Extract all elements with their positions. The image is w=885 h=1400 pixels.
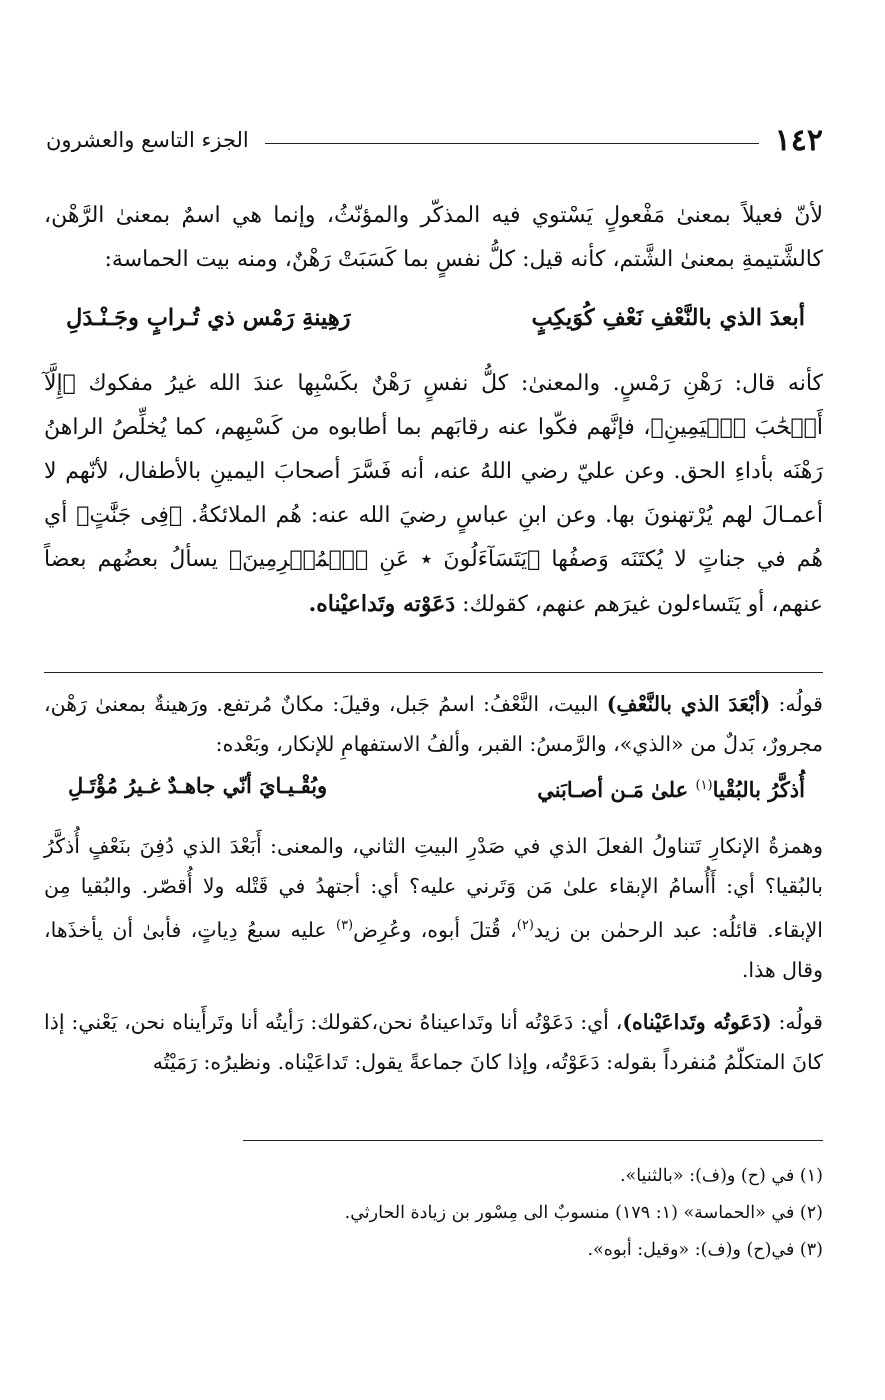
part-title: الجزء التاسع والعشرون bbox=[46, 128, 249, 152]
commentary-p3-lemma: (دَعَوتُه وتَداعَيْناه) bbox=[622, 1009, 772, 1034]
main-paragraph-1: لأنّ فعيلاً بمعنىٰ مَفْعولٍ يَسْتوي فيه المذكّر والمؤنّثُ، وإنما هي اسمٌ بمعنىٰ الرَّهْن، كالشَّتيمةِ بمعنىٰ الشَّتم، كأنه قيل: كلُّ نفسٍ بما كَسَبَتْ رَهْنٌ، ومنه بيت الحماسة: bbox=[44, 203, 823, 272]
commentary-verse bbox=[44, 766, 823, 810]
footnotes bbox=[44, 1158, 823, 1269]
commentary-p1-intro: قولُه: bbox=[770, 692, 823, 716]
footnote-ref-1: (١) bbox=[695, 778, 713, 793]
main-paragraph-2 bbox=[44, 362, 823, 627]
commentary-paragraph-2 bbox=[44, 826, 823, 990]
running-header bbox=[46, 118, 823, 162]
main-paragraph-2-text: كأنه قال: رَهْنِ رَمْسٍ. والمعنىٰ: كلُّ نفسٍ رَهْنٌ بكَسْبِها عندَ الله غيرُ مفكوك ﴿إِلَّآ أَصۡحَٰبَ ٱلۡيَمِينِ﴾، فإنَّهم فكّوا عنه رقابَهم بما أطابوه من كَسْبِهم، كما يُخلِّصُ الراهنُ رَهْنَه بأداءِ الحق. وعن عليّ رضي اللهُ عنه، أنه فَسَّرَ أصحابَ اليمينِ بالأطفال، لأنّهم لا أعمـالَ لهم يُرْتهنونَ بها. وعن ابنِ عباسٍ رضيَ الله عنه: هُم الملائكةُ. ﴿فِى جَنَّٰتٍ﴾ أي هُم في جناتٍ لا يُكتَنَه وَصفُها ﴿يَتَسَآءَلُونَ ٭ عَنِ ٱلۡمُجۡرِمِينَ﴾ يسألُ بعضُهم بعضاً عنهم، أو يَتَساءلون غيرَهم عنهم، كقولك: bbox=[44, 371, 823, 617]
footnote-ref-3: (٣) bbox=[335, 918, 354, 933]
commentary-p2-text: وهمزةُ الإنكارِ تَتناولُ الفعلَ الذي في صَدْرِ البيتِ الثاني، والمعنى: أَبَعْدَ الذي دُفِنَ بنَعْفٍ أُذكَّرُ بالبُقيا؟ أي: أَأُسامُ الإبقاء علىٰ مَن وَتَرني عليه؟ أي: أجتهدُ في قَتْله ولا أُقصّر. والبُقيا مِن الإبقاء. قائلُه: عبد الرحمٰن بن زيد bbox=[44, 834, 823, 942]
commentary-p2-end: عليه سبعُ دِياتٍ، فأبىٰ أن يأخذَها، وقال هذا. bbox=[44, 917, 823, 982]
verse-second-hemistich: رَهِينةِ رَمْس ذي تُـرابٍ وجَـنْـدَلِ bbox=[66, 305, 351, 331]
footnote-2: (٢) في «الحماسة» (١: ١٧٩) منسوبٌ الى مِسْور بن زيادة الحارثي. bbox=[344, 1203, 823, 1223]
commentary-p3-text: ، أي: دَعَوْتُه أنا وتَداعيناهُ نحن،كقولك: رَأيتُه أنا وتَرأَيناه نحن، يَعْني: إذا كانَ المتكلّمُ مُنفرداً بقوله: دَعَوْتُه، وإذا كانَ جماعةً يقول: تَداعَيْناه. ونظيرُه: رَمَيْتُه bbox=[44, 1009, 823, 1074]
commentary-verse-first-text: أُذكَّرُ بالبُقْيا bbox=[712, 777, 805, 802]
commentary-paragraph-1 bbox=[44, 684, 823, 764]
footnote-ref-2: (٢) bbox=[516, 918, 534, 933]
commentary-p2-mid: ، قُتلَ أبوه، وعُرِض bbox=[353, 917, 517, 942]
poetry-verse bbox=[44, 296, 823, 340]
header-rule bbox=[265, 143, 759, 144]
commentary-verse-first-tail: علىٰ مَـن أصـابَني bbox=[537, 777, 696, 802]
commentary-p1-lemma: (أبْعَدَ الذي بالنَّعْفِ) bbox=[606, 692, 771, 716]
commentary-p3-intro: قولُه: bbox=[771, 1009, 823, 1034]
verse-first-hemistich: أبعدَ الذي بالنَّعْفِ نَعْفِ كُوَيكِبٍ bbox=[531, 305, 805, 331]
footnote-3: (٣) في(ح) و(ف): «وقيل: أبوه». bbox=[587, 1240, 823, 1260]
commentary bbox=[44, 684, 823, 1082]
main-text bbox=[44, 194, 823, 627]
main-paragraph-2-bold: دَعَوْته وتَداعيْناه. bbox=[308, 591, 456, 617]
commentary-verse-second: وبُقْـيـايَ أنّي جاهـدٌ غـيرُ مُؤْتَـلِ bbox=[68, 773, 328, 798]
footnote-1: (١) في (ح) و(ف): «بالثنيا». bbox=[619, 1166, 823, 1186]
paragraph-gap bbox=[44, 990, 823, 1002]
footnote-rule bbox=[243, 1140, 823, 1141]
commentary-verse-first bbox=[537, 766, 805, 810]
text-commentary-divider bbox=[44, 672, 823, 673]
commentary-paragraph-3 bbox=[44, 1002, 823, 1082]
commentary-p1-text: البيت، النَّعْفُ: اسمُ جَبل، وقيلَ: مكانٌ مُرتفع. ورَهينةٌ بمعنىٰ رَهْن، مجرورٌ، بَدلٌ من «الذي»، والرَّمسُ: القبر، وألفُ الاستفهامِ للإنكار، وبَعْده: bbox=[44, 692, 823, 756]
page-number: ١٤٢ bbox=[774, 122, 823, 158]
